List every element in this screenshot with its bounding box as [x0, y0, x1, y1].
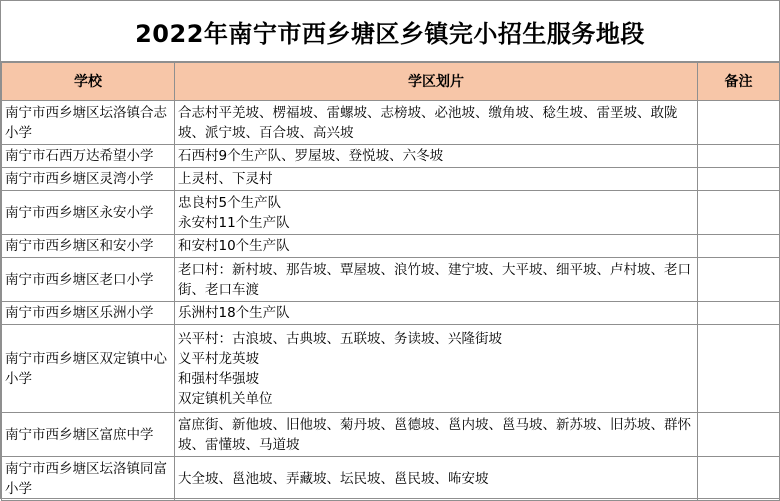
remark-cell [698, 258, 780, 302]
remark-cell [698, 101, 780, 145]
school-cell: 南宁市西乡塘区灵湾小学 [2, 168, 175, 191]
district-cell [175, 145, 698, 168]
remark-cell [698, 168, 780, 191]
district-line: 兴平村：古浪坡、古典坡、五联坡、务读坡、兴隆街坡 [178, 330, 502, 347]
district-line: 上灵村、下灵村 [178, 171, 273, 187]
district-cell [175, 413, 698, 457]
district-cell [175, 191, 698, 235]
table-row [2, 302, 780, 325]
table-row [2, 145, 780, 168]
district-line: 富庶街、新他坡、旧他坡、菊丹坡、邕德坡、邕内坡、邕马坡、新苏坡、旧苏坡、群怀坡、雷懂坡、马道坡 [178, 416, 691, 453]
remark-cell [698, 457, 780, 501]
school-cell: 南宁市西乡塘区富庶中学 [2, 413, 175, 457]
district-line: 乐洲村18个生产队 [178, 305, 290, 321]
table-row [2, 168, 780, 191]
remark-cell [698, 302, 780, 325]
district-line: 大全坡、邕池坡、弄藏坡、坛民坡、邕民坡、咘安坡 [178, 470, 489, 487]
header-remark: 备注 [698, 63, 780, 101]
table-row [2, 457, 780, 501]
remark-cell [698, 145, 780, 168]
school-cell: 南宁市西乡塘区双定镇中心小学 [2, 325, 175, 413]
remark-cell [698, 413, 780, 457]
school-cell: 南宁市西乡塘区永安小学 [2, 191, 175, 235]
school-cell: 南宁市西乡塘区坛洛镇合志小学 [2, 101, 175, 145]
district-cell [175, 457, 698, 501]
district-line: 和安村10个生产队 [178, 238, 290, 254]
district-line: 义平村龙英坡 [178, 350, 259, 367]
district-cell [175, 168, 698, 191]
district-line: 老口村：新村坡、那告坡、覃屋坡、浪竹坡、建宁坡、大平坡、细平坡、卢村坡、老口街、老口车渡 [178, 261, 691, 298]
enrollment-table [1, 62, 780, 501]
district-cell [175, 258, 698, 302]
district-cell [175, 235, 698, 258]
remark-cell [698, 325, 780, 413]
table-row [2, 235, 780, 258]
header-school: 学校 [2, 63, 175, 101]
district-line: 石西村9个生产队、罗屋坡、登悦坡、六冬坡 [178, 148, 444, 164]
table-row [2, 191, 780, 235]
table-header-row [2, 63, 780, 101]
district-line: 和强村华强坡 [178, 370, 259, 387]
table-body [2, 101, 780, 501]
district-cell [175, 302, 698, 325]
district-cell [175, 101, 698, 145]
school-cell: 南宁市西乡塘区乐洲小学 [2, 302, 175, 325]
school-cell: 南宁市西乡塘区和安小学 [2, 235, 175, 258]
school-cell: 南宁市西乡塘区老口小学 [2, 258, 175, 302]
district-line: 合志村平羌坡、楞福坡、雷螺坡、志榜坡、必池坡、缴角坡、稔生坡、雷垩坡、敢陇坡、派宁坡、百合坡、高兴坡 [178, 104, 678, 141]
district-line: 永安村11个生产队 [178, 214, 290, 231]
header-district: 学区划片 [175, 63, 698, 101]
table-row [2, 101, 780, 145]
school-cell: 南宁市西乡塘区坛洛镇同富小学 [2, 457, 175, 501]
table-row [2, 325, 780, 413]
table-row [2, 413, 780, 457]
school-cell: 南宁市石西万达希望小学 [2, 145, 175, 168]
remark-cell [698, 235, 780, 258]
page-title: 2022年南宁市西乡塘区乡镇完小招生服务地段 [1, 1, 779, 62]
district-cell [175, 325, 698, 413]
table-row [2, 258, 780, 302]
district-line: 双定镇机关单位 [178, 390, 273, 407]
remark-cell [698, 191, 780, 235]
district-line: 忠良村5个生产队 [178, 194, 282, 211]
